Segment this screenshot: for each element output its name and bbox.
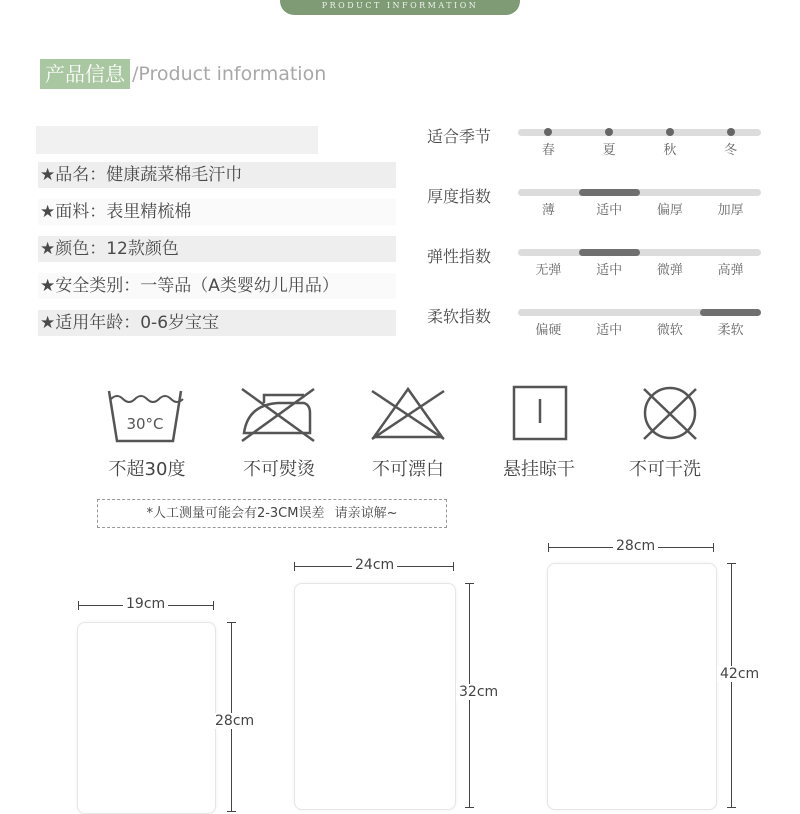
- index-option-label: 冬: [724, 143, 738, 158]
- section-title: [40, 59, 326, 89]
- index-label: 厚度指数: [427, 187, 492, 206]
- index-option-label: 春: [541, 143, 555, 158]
- index-option-label: 微软: [656, 323, 683, 338]
- care-label-bleach: 不可漂白: [372, 459, 444, 480]
- towel-small: [77, 622, 216, 814]
- index-selected-bar: [700, 309, 761, 316]
- dim-height-label: 32cm: [456, 684, 501, 700]
- info-text: ★品名：健康蔬菜棉毛汗巾: [40, 165, 243, 185]
- banner-text: PRODUCT INFORMATION: [321, 1, 479, 10]
- info-row-age: [38, 310, 396, 336]
- note-prefix: *人工测量可能会有2-3CM误差: [146, 506, 325, 521]
- index-option-label: 夏: [602, 143, 616, 158]
- wash-30c-icon: [105, 383, 185, 445]
- index-option-label: 适中: [596, 263, 623, 278]
- index-option-label: 无弹: [535, 263, 562, 278]
- index-label: 柔软指数: [427, 307, 492, 326]
- info-text: ★安全类别：一等品（A类婴幼儿用品）: [40, 276, 339, 296]
- index-option-label: 秋: [663, 143, 677, 158]
- index-option-label: 适中: [596, 203, 623, 218]
- index-track: [518, 129, 761, 136]
- top-banner: [280, 0, 520, 15]
- index-option-label: 适中: [596, 323, 623, 338]
- index-option-label: 高弹: [717, 263, 744, 278]
- index-label: 适合季节: [427, 127, 492, 146]
- index-track: [518, 249, 761, 256]
- dim-width-label: 24cm: [352, 557, 397, 573]
- measurement-note: [97, 499, 447, 528]
- index-option-label: 柔软: [717, 323, 744, 338]
- index-label: 弹性指数: [427, 247, 492, 266]
- info-blank-row: [36, 126, 318, 154]
- no-iron-icon: [238, 383, 318, 445]
- care-label-iron: 不可熨烫: [243, 459, 315, 480]
- section-title-cn: 产品信息: [40, 59, 130, 89]
- info-text: ★适用年龄：0-6岁宝宝: [40, 313, 220, 333]
- care-label-wash: 不超30度: [108, 459, 186, 480]
- info-row-safety: [38, 273, 396, 299]
- info-text: ★颜色：12款颜色: [40, 239, 179, 259]
- info-text: ★面料：表里精梳棉: [40, 202, 192, 222]
- info-row-fabric: [38, 199, 396, 225]
- wash-temp-text: 30°C: [126, 415, 164, 433]
- dim-height-label: 28cm: [212, 713, 257, 729]
- season-dot: [666, 128, 674, 136]
- care-label-dry: 悬挂晾干: [503, 459, 575, 480]
- towel-large: [547, 563, 717, 810]
- season-dot: [727, 128, 735, 136]
- towel-medium: [294, 583, 456, 810]
- dim-height-label: 42cm: [717, 666, 762, 682]
- info-row-color: [38, 236, 396, 262]
- index-option-label: 加厚: [717, 203, 744, 218]
- info-row-name: [38, 162, 396, 188]
- no-dry-clean-icon: [630, 383, 710, 445]
- index-selected-bar: [579, 189, 640, 196]
- no-bleach-icon: [368, 383, 448, 445]
- hang-dry-icon: [500, 383, 580, 445]
- index-option-label: 偏硬: [535, 323, 562, 338]
- note-suffix: 请亲谅解~: [334, 506, 398, 521]
- care-label-dryclean: 不可干洗: [629, 459, 701, 480]
- dim-height-line: [731, 563, 732, 808]
- index-track: [518, 189, 761, 196]
- index-selected-bar: [579, 249, 640, 256]
- index-option-label: 偏厚: [656, 203, 683, 218]
- dim-width-label: 28cm: [613, 538, 658, 554]
- index-option-label: 微弹: [656, 263, 683, 278]
- index-option-label: 薄: [541, 203, 555, 218]
- section-title-en: /Product information: [132, 63, 327, 85]
- dim-width-label: 19cm: [123, 596, 168, 612]
